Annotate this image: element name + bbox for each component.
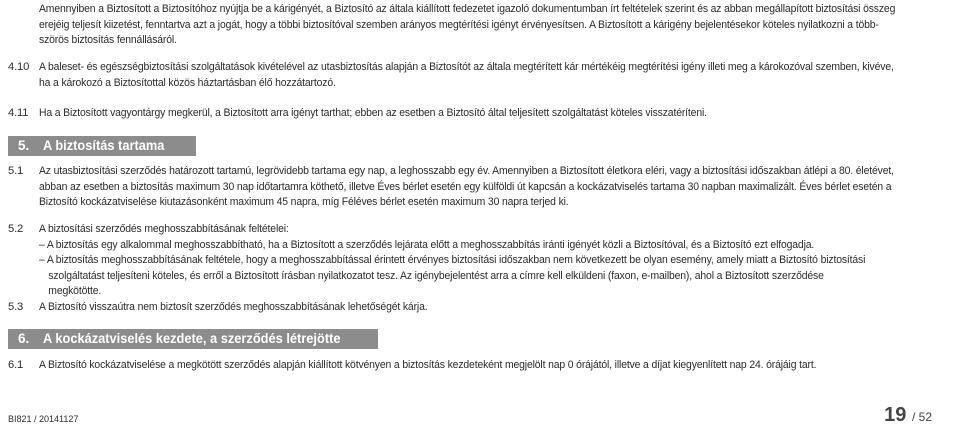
section-number: 5.3 — [8, 301, 24, 313]
section-line: A Biztosító visszaútra nem biztosít szerződés meghosszabbításának lehetőségét kárja. — [39, 301, 428, 313]
document-code: BI821 / 20141127 — [8, 414, 79, 424]
heading-number: 5. — [18, 138, 30, 153]
section-line: ha a károkozó a Biztosítottal közös háztartásban élő hozzátartozó. — [39, 76, 336, 89]
bullet-item: – A biztosítás meghosszabbításának feltétele, hogy a meghosszabbítással érintett érvényes biztosítási időszakban nem következett be olyan esemény, amely miatt a Biztosító biztosítási — [39, 254, 866, 266]
heading-title: A biztosítás tartama — [43, 138, 165, 153]
section-heading-6 — [8, 329, 378, 349]
heading-number: 6. — [18, 331, 30, 346]
bullet-continuation: szolgáltatást teljesíteni köteles, és erről a Biztosított írásban nyilatkozatot tesz. Az igénybejelentést arra a címre kell elküldeni (faxon, e-mailben), ahol a Biztosított szerződése — [48, 269, 824, 282]
bullet-item: – A biztosítás egy alkalommal meghosszabbítható, ha a Biztosított a szerződés lejárata előtt a meghosszabbítás iránti igényét közli a Biztosítóval, és a Biztosító ezt elfogadja. — [39, 238, 815, 251]
intro-paragraph — [39, 2, 896, 49]
current-page: 19 — [884, 404, 907, 426]
section-number: 4.11 — [8, 107, 29, 119]
section-text — [39, 164, 946, 211]
page-number — [884, 404, 932, 427]
section-number: 4.10 — [8, 61, 30, 73]
section-heading-5 — [8, 136, 196, 156]
section-text — [39, 222, 946, 300]
heading-title: A kockázatviselés kezdete, a szerződés létrejötte — [43, 331, 341, 346]
section-number: 6.1 — [8, 359, 24, 371]
section-line: Az utasbiztosítási szerződés határozott tartamú, legrövidebb tartama egy nap, a leghosszabb egy év. Amennyiben a Biztosított életkora eléri, vagy a biztosítási időszakban átlépi a 80. életévet, — [39, 165, 894, 177]
section-text — [39, 60, 946, 91]
section-line: A Biztosító kockázatviselése a megkötött szerződés alapján kiállított kötvényen a biztosítás kezdeteként megjelölt nap 0 órájától, illetve a díjat kiegyenlített nap 24. órájáig tart. — [39, 359, 817, 371]
section-line: A baleset- és egészségbiztosítási szolgáltatások kivételével az utasbiztosítás alapján a Biztosítót az általa megtérített kár mértékéig megtérítési igény illeti meg a károkozóval szemben, kivéve, — [39, 61, 894, 73]
section-text — [39, 300, 946, 316]
intro-line: Amennyiben a Biztosított a Biztosítóhoz nyújtja be a kárigényét, a Biztosító az általa kiállított fedezetet igazoló dokumentumban írt feltételek szerint és az abban megállapított biztosítási összeg — [39, 3, 896, 15]
section-title: A biztosítási szerződés meghosszabbításának feltételei: — [39, 223, 289, 235]
bullet-continuation: megkötötte. — [48, 285, 102, 297]
total-pages: / 52 — [911, 410, 932, 424]
intro-line: erejéig teljesít kiizetést, fenntartva azt a jogát, hogy a többi biztosítóval szemben arányos megtérítési igényt érvényesítsen. A Biztosított a kárigény bejelentésekor köteles nyilatkozni a több- — [39, 18, 879, 31]
section-number: 5.2 — [8, 223, 24, 235]
intro-line: szörös biztosítás fennállásáról. — [39, 34, 177, 46]
section-number: 5.1 — [8, 165, 24, 177]
section-text — [39, 358, 946, 374]
section-text — [39, 106, 946, 122]
section-line: Ha a Biztosított vagyontárgy megkerül, a Biztosított arra igényt tarthat; ebben az esetben a Biztosító által teljesített szolgáltatást köteles visszatéríteni. — [39, 107, 707, 119]
section-line: Biztosító kockázatviselése kiutazásonként maximum 45 napra, míg Féléves bérlet esetén maximum 30 napra terjed ki. — [39, 196, 569, 208]
section-line: abban az esetben a biztosítás maximum 30 nap időtartamra köthető, illetve Éves bérlet esetén egy külföldi út kapcsán a kockázatviselés tartama 30 napban maximalizált. Éves bérlet esetén a — [39, 180, 892, 193]
